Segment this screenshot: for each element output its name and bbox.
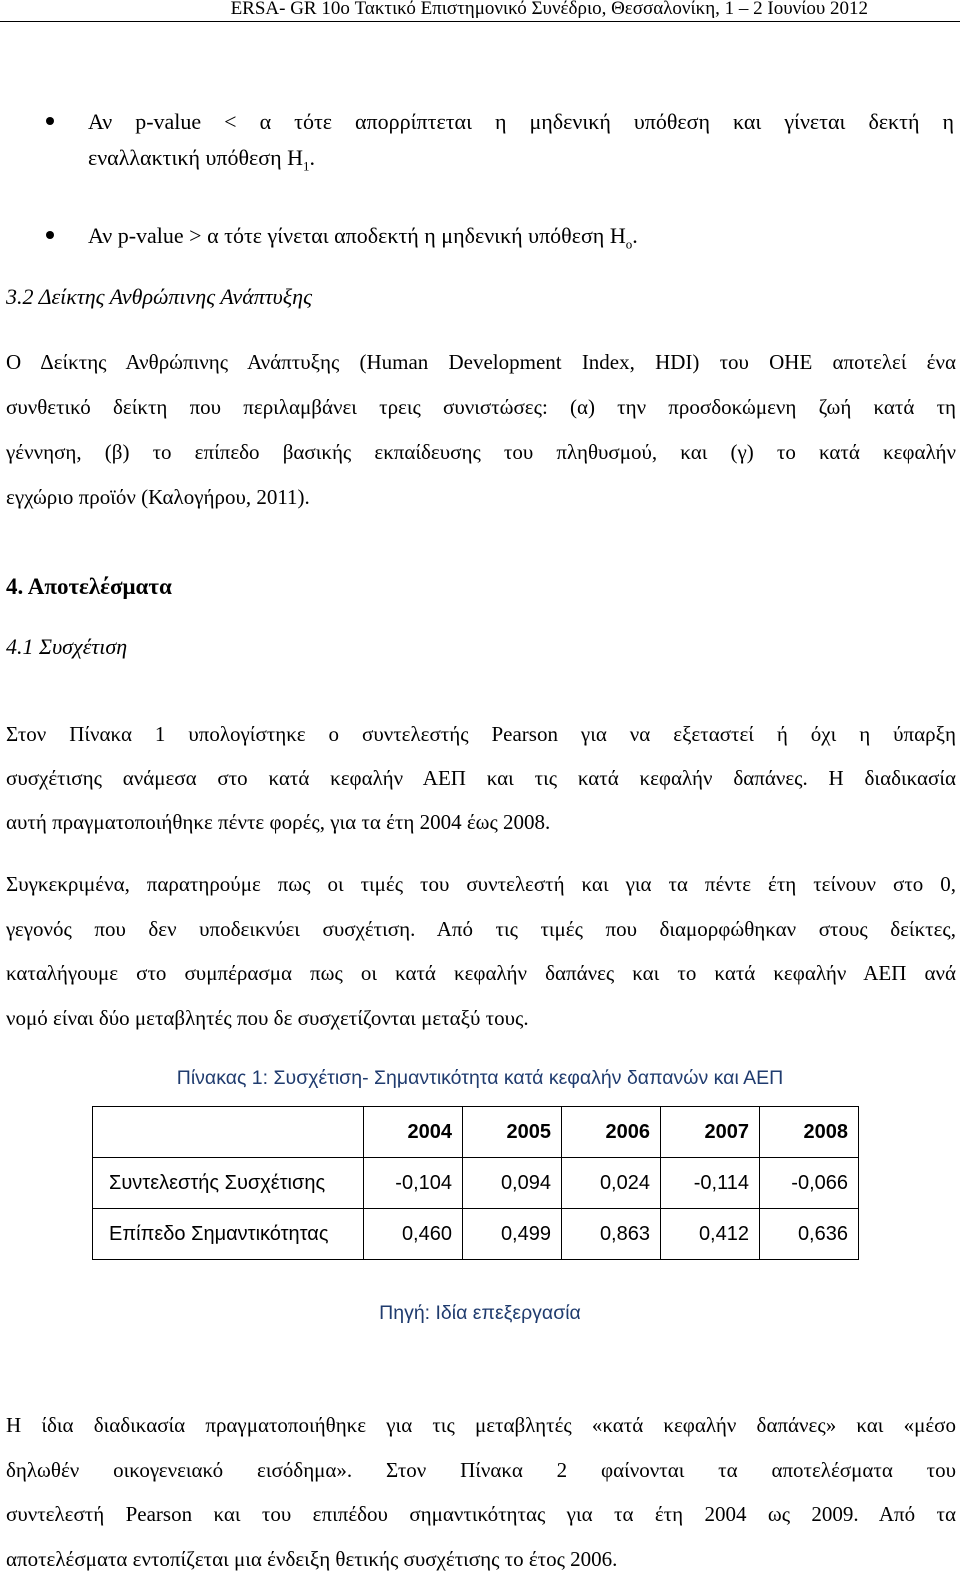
- table-cell: 0,863: [562, 1209, 661, 1260]
- bullet-icon: [46, 117, 54, 125]
- section-4-1-title: 4.1 Συσχέτιση: [6, 634, 127, 660]
- text-line: Στον Πίνακα 1 υπολογίστηκε ο συντελεστής Pearson για να εξεταστεί ή όχι η ύπαρξη: [6, 712, 956, 756]
- year-header: 2008: [760, 1107, 859, 1158]
- table-cell: 0,460: [364, 1209, 463, 1260]
- section-3-2-paragraph: [6, 340, 956, 520]
- table-cell: 0,636: [760, 1209, 859, 1260]
- text-line: Ο Δείκτης Ανθρώπινης Ανάπτυξης (Human Development Index, HDI) του ΟΗΕ αποτελεί ένα: [6, 340, 956, 385]
- bullet-2-line-1: Αν p-value > α τότε γίνεται αποδεκτή η μηδενική υπόθεση $H_o$.: [88, 218, 638, 262]
- year-header: 2005: [463, 1107, 562, 1158]
- text-line: συσχέτισης ανάμεσα στο κατά κεφαλήν ΑΕΠ και τις κατά κεφαλήν δαπάνες. Η διαδικασία: [6, 756, 956, 800]
- table-cell: 0,024: [562, 1158, 661, 1209]
- text-line: καταλήγουμε στο συμπέρασμα πως οι κατά κεφαλήν δαπάνες και το κατά κεφαλήν ΑΕΠ ανά: [6, 951, 956, 996]
- row-label: Συντελεστής Συσχέτισης: [93, 1158, 364, 1209]
- text-line: αυτή πραγματοποιήθηκε πέντε φορές, για τα έτη 2004 έως 2008.: [6, 800, 956, 844]
- table-cell: -0,066: [760, 1158, 859, 1209]
- table-1-caption: Πίνακας 1: Συσχέτιση- Σημαντικότητα κατά κεφαλήν δαπανών και ΑΕΠ: [0, 1067, 960, 1090]
- section-4-title: 4. Αποτελέσματα: [6, 574, 172, 600]
- year-header: 2006: [562, 1107, 661, 1158]
- table-cell: -0,104: [364, 1158, 463, 1209]
- row-label: Επίπεδο Σημαντικότητας: [93, 1209, 364, 1260]
- bullet-icon: [46, 231, 54, 239]
- page-header: [0, 0, 960, 22]
- text-line: γέννηση, (β) το επίπεδο βασικής εκπαίδευσης του πληθυσμού, και (γ) το κατά κεφαλήν: [6, 430, 956, 475]
- bullet-1-line-2: εναλλακτική υπόθεση $H_1$.: [88, 140, 954, 184]
- section-4-1-paragraph-1: [6, 712, 956, 844]
- text-line: εγχώριο προϊόν (Καλογήρου, 2011).: [6, 475, 956, 520]
- table-header-row: [93, 1107, 859, 1158]
- section-3-2-title: 3.2 Δείκτης Ανθρώπινης Ανάπτυξης: [6, 284, 312, 310]
- text-line: συντελεστή Pearson και του επιπέδου σημαντικότητας για τα έτη 2004 ως 2009. Από τα: [6, 1492, 956, 1537]
- table-cell: -0,114: [661, 1158, 760, 1209]
- table-cell: 0,499: [463, 1209, 562, 1260]
- section-4-1-paragraph-2: [6, 862, 956, 1040]
- text-line: νομό είναι δύο μεταβλητές που δε συσχετίζονται μεταξύ τους.: [6, 996, 956, 1041]
- year-header: 2007: [661, 1107, 760, 1158]
- text-line: δηλωθέν οικογενειακό εισόδημα». Στον Πίνακα 2 φαίνονται τα αποτελέσματα του: [6, 1448, 956, 1493]
- text-line: αποτελέσματα εντοπίζεται μια ένδειξη θετικής συσχέτισης το έτος 2006.: [6, 1537, 956, 1581]
- table-cell: 0,094: [463, 1158, 562, 1209]
- table-1-source: Πηγή: Ιδία επεξεργασία: [0, 1302, 960, 1325]
- bullet-1-line-1: Αν p-value < α τότε απορρίπτεται η μηδενική υπόθεση και γίνεται δεκτή η: [88, 104, 954, 140]
- text-line: γεγονός που δεν υποδεικνύει συσχέτιση. Από τις τιμές που διαμορφώθηκαν στους δείκτες,: [6, 907, 956, 952]
- table-cell: 0,412: [661, 1209, 760, 1260]
- year-header: 2004: [364, 1107, 463, 1158]
- header-text: ERSA- GR 10o Τακτικό Επιστημονικό Συνέδριο, Θεσσαλονίκη, 1 – 2 Ιουνίου 2012: [231, 0, 868, 19]
- final-paragraph: [6, 1403, 956, 1581]
- table-row: [93, 1209, 859, 1260]
- table-corner-cell: [93, 1107, 364, 1158]
- text-line: συνθετικό δείκτη που περιλαμβάνει τρεις συνιστώσες: (α) την προσδοκώμενη ζωή κατά τη: [6, 385, 956, 430]
- table-row: [93, 1158, 859, 1209]
- text-line: Συγκεκριμένα, παρατηρούμε πως οι τιμές του συντελεστή και για τα πέντε έτη τείνουν στο 0,: [6, 862, 956, 907]
- text-line: Η ίδια διαδικασία πραγματοποιήθηκε για τις μεταβλητές «κατά κεφαλήν δαπάνες» και «μέσο: [6, 1403, 956, 1448]
- correlation-table: [92, 1106, 859, 1260]
